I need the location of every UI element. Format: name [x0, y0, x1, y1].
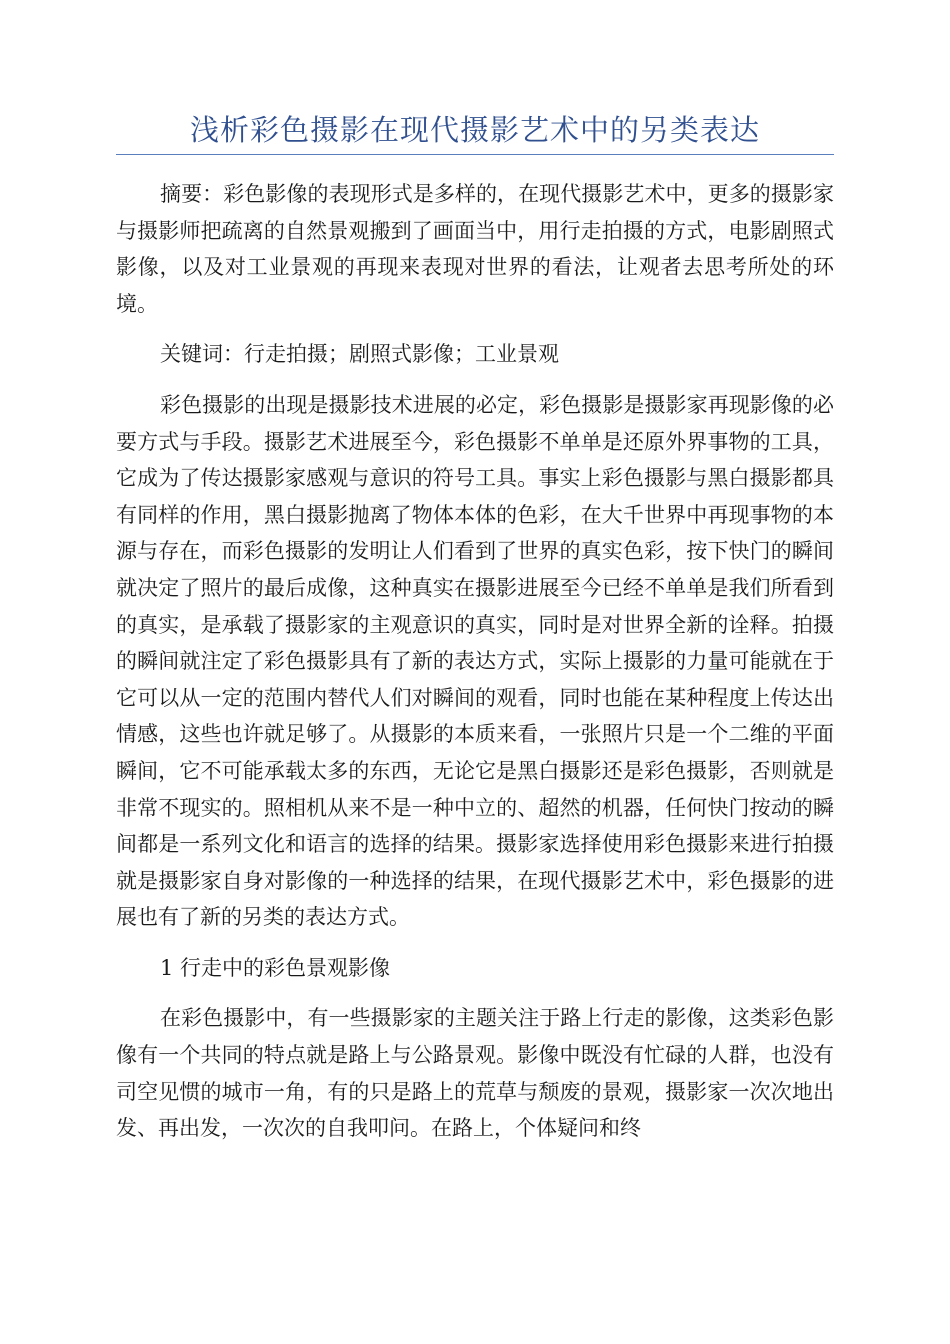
document-body	[116, 176, 834, 1161]
section-1-heading: 1 行走中的彩色景观影像	[160, 955, 391, 980]
body-paragraph-1: 彩色摄影的出现是摄影技术进展的必定，彩色摄影是摄影家再现影像的必要方式与手段。摄影艺术进展至今，彩色摄影不单单是还原外界事物的工具，它成为了传达摄影家感观与意识的符号工具。事实上彩色摄影与黑白摄影都具有同样的作用，黑白摄影抛离了物体本体的色彩，在大千世界中再现事物的本源与存在，而彩色摄影的发明让人们看到了世界的真实色彩，按下快门的瞬间就决定了照片的最后成像，这种真实在摄影进展至今已经不单单是我们所看到的真实，是承载了摄影家的主观意识的真实，同时是对世界全新的诠释。拍摄的瞬间就注定了彩色摄影具有了新的表达方式，实际上摄影的力量可能就在于它可以从一定的范围内替代人们对瞬间的观看，同时也能在某种程度上传达出情感，这些也许就足够了。从摄影的本质来看，一张照片只是一个二维的平面瞬间，它不可能承载太多的东西，无论它是黑白摄影还是彩色摄影，否则就是非常不现实的。照相机从来不是一种中立的、超然的机器，任何快门按动的瞬间都是一系列文化和语言的选择的结果。摄影家选择使用彩色摄影来进行拍摄就是摄影家自身对影像的一种选择的结果，在现代摄影艺术中，彩色摄影的进展也有了新的另类的表达方式。	[116, 392, 834, 930]
keywords-paragraph: 关键词：行走拍摄；剧照式影像；工业景观	[160, 342, 559, 367]
title-underline	[116, 154, 834, 155]
document-title: 浅析彩色摄影在现代摄影艺术中的另类表达	[189, 113, 760, 147]
abstract-paragraph: 摘要：彩色影像的表现形式是多样的，在现代摄影艺术中，更多的摄影家与摄影师把疏离的自然景观搬到了画面当中，用行走拍摄的方式，电影剧照式影像，以及对工业景观的再现来表现对世界的看法，让观者去思考所处的环境。	[116, 182, 834, 316]
body-paragraph-2: 在彩色摄影中，有一些摄影家的主题关注于路上行走的影像，这类彩色影像有一个共同的特点就是路上与公路景观。影像中既没有忙碌的人群，也没有司空见惯的城市一角，有的只是路上的荒草与颓废的景观，摄影家一次次地出发、再出发，一次次的自我叩问。在路上，个体疑问和终	[116, 1006, 834, 1141]
